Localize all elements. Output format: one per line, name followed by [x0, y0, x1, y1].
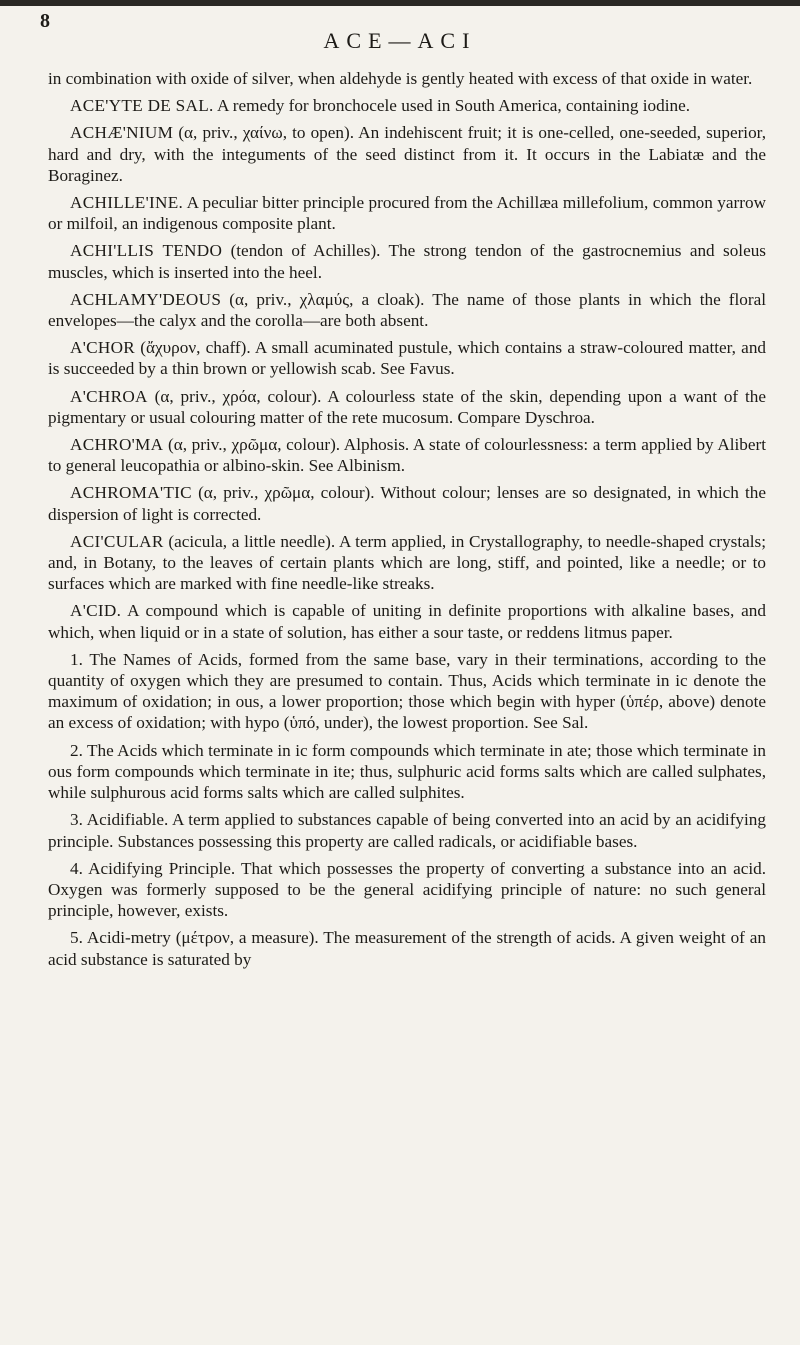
entry-achor: [48, 337, 766, 379]
entry-text: A compound which is capable of uniting in definite proportions with alkaline bases, and which, when liquid or in a state of solution, has either a sour taste, or reddens litmus paper.: [48, 601, 766, 642]
entry-headword: ACI'CULAR: [70, 531, 164, 551]
entry-achromatic: [48, 482, 766, 524]
entry-headword: A'CHROA: [70, 386, 148, 406]
entry-headword: ACHRO'MA: [70, 435, 164, 455]
entry-achroma: [48, 434, 766, 476]
entry-text: (α, priv., χαίνω, to open). An indehiscent fruit; it is one-celled, one-seeded, superior, hard and dry, with the integuments of the seed distinct from it. It occurs in the Labiatæ and the Boraginez.: [48, 123, 767, 185]
entry-achillis-tendo: [48, 240, 766, 282]
entry-acid-subsection-2: [48, 740, 766, 804]
running-head: ACE—ACI: [323, 28, 477, 53]
entry-text: (tendon of Achilles). The strong tendon of the gastrocnemius and soleus muscles, which is inserted into the heel.: [48, 241, 766, 282]
entry-text: 4. Acidifying Principle. That which possesses the property of converting a substance into an acid. Oxygen was formerly supposed to be the general acidifying principle of nature: no such general principle, however, exists.: [48, 858, 766, 921]
entry-headword: ACHROMA'TIC: [70, 483, 192, 503]
entry-text: (α, priv., χρῶμα, colour). Without colour; lenses are so designated, in which the dispersion of light is corrected.: [48, 483, 767, 524]
entry-headword: A'CID.: [70, 601, 122, 621]
entry-headword: ACE'YTE DE SAL.: [70, 96, 214, 116]
entry-acey-te-de-sal: [48, 95, 766, 116]
entry-text: 3. Acidifiable. A term applied to substances capable of being converted into an acid by an acidifying principle. Substances possessing this property are called radicals, or acidifiable bases.: [48, 810, 766, 851]
entry-headword: ACHI'LLIS TENDO: [70, 241, 223, 261]
entry-acid-subsection-4: [48, 858, 766, 922]
entry-achaenium: [48, 122, 766, 186]
top-border: [0, 0, 800, 6]
entry-text: (α, priv., χλαμύς, a cloak). The name of those plants in which the floral envelopes—the calyx and the corolla—are both absent.: [48, 289, 766, 331]
entry-achilleine: [48, 192, 766, 234]
entry-acid-subsection-1: [48, 649, 766, 734]
entry-acicular: [48, 531, 766, 595]
entry-text: (α, priv., χρόα, colour). A colourless state of the skin, depending upon a want of the pigmentary or usual colouring matter of the rete mucosum. Compare Dyschroa.: [48, 386, 766, 427]
entry-text: in combination with oxide of silver, when aldehyde is gently heated with excess of that oxide in water.: [48, 69, 753, 88]
entry-achlamydeous: [48, 289, 766, 331]
entry-text: 1. The Names of Acids, formed from the same base, vary in their terminations, according to the quantity of oxygen which they are presumed to contain. Thus, Acids which terminate in ic denote the maximum of oxidation; in ous, a lower proportion; those which begin with hyper (ὑπέρ, above) denote an excess of oxidation; with hypo (ὑπό, under), the lowest proportion. See Sal.: [48, 649, 766, 733]
entry-headword: ACHLAMY'DEOUS: [70, 289, 222, 309]
entry-acid-subsection-5: [48, 927, 766, 969]
entry-achroa: [48, 386, 766, 428]
entry-headword: ACHÆ'NIUM: [70, 123, 174, 143]
entry-continuation: [48, 68, 766, 89]
entry-headword: ACHILLE'INE.: [70, 193, 184, 213]
entries-column: [48, 68, 766, 976]
entry-text: A remedy for bronchocele used in South America, containing iodine.: [217, 96, 691, 116]
entry-text: (acicula, a little needle). A term applied, in Crystallography, to needle-shaped crystals; and, in Botany, to the leaves of certain plants which are long, stiff, and pointed, like a needle; or to surfaces which are marked with fine needle-like streaks.: [48, 531, 766, 594]
entry-acid: [48, 600, 766, 642]
page-number: 8: [40, 10, 50, 32]
entry-text: A peculiar bitter principle procured from the Achillæa millefolium, common yarrow or milfoil, an indigenous composite plant.: [48, 193, 766, 234]
entry-text: (α, priv., χρῶμα, colour). Alphosis. A state of colourlessness: a term applied by Alibert to general leucopathia or albino-skin. See Albinism.: [48, 435, 767, 476]
entry-headword: A'CHOR: [70, 338, 136, 358]
entry-text: (ἄχυρον, chaff). A small acuminated pustule, which contains a straw-coloured matter, and is succeeded by a thin brown or yellowish scab. See Favus.: [48, 338, 767, 379]
entry-text: 5. Acidi-metry (μέτρον, a measure). The measurement of the strength of acids. A given weight of an acid substance is saturated by: [48, 928, 766, 969]
entry-text: 2. The Acids which terminate in ic form compounds which terminate in ate; those which terminate in ous form compounds which terminate in ite; thus, sulphuric acid forms salts which are called sulphates, while sulphurous acid forms salts which are called sulphites.: [48, 740, 766, 803]
entry-acid-subsection-3: [48, 809, 766, 851]
